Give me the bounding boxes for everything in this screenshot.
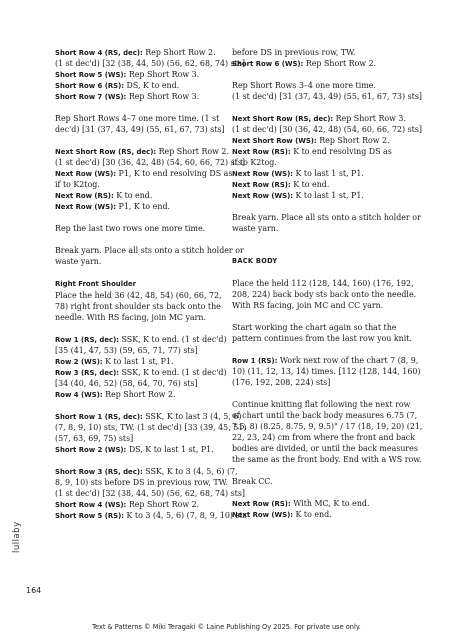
instruction-line bbox=[232, 421, 422, 432]
row-label: Next Row (RS): bbox=[232, 148, 291, 156]
instruction-text: needle. With RS facing, join MC yarn. bbox=[55, 313, 206, 322]
instruction-text: 78) right front shoulder sts back onto the bbox=[55, 302, 221, 311]
row-label: Short Row 6 (RS): bbox=[55, 82, 125, 90]
row-label: Next Short Row (RS, dec): bbox=[55, 148, 157, 156]
instruction-line bbox=[55, 223, 205, 234]
instruction-text: Rep Short Rows 3–4 one more time. bbox=[232, 81, 376, 90]
instruction-line bbox=[232, 454, 422, 465]
row-label: Next Row (WS): bbox=[232, 192, 293, 200]
instruction-text: dec'd) [31 (37, 43, 49) (55, 61, 67, 73) sts] bbox=[55, 125, 225, 134]
instruction-text: 208, 224) back body sts back onto the needle. bbox=[232, 290, 417, 299]
row-label: Short Row 1 (RS, dec): bbox=[55, 413, 143, 421]
instruction-line bbox=[232, 443, 418, 454]
instruction-text: Rep Short Row 2. bbox=[126, 500, 200, 509]
instruction-text: 10) (11, 12, 13, 14) times. [112 (128, 144, 160) bbox=[232, 367, 421, 376]
row-label: Row 1 (RS): bbox=[232, 357, 278, 365]
instruction-text: the same as the front body. End with a WS row. bbox=[232, 455, 422, 464]
row-label: Next Row (RS): bbox=[232, 500, 291, 508]
row-label: Next Row (RS): bbox=[55, 192, 114, 200]
instruction-line bbox=[55, 179, 100, 190]
instruction-line bbox=[55, 124, 225, 135]
row-label: Short Row 6 (WS): bbox=[232, 60, 304, 68]
row-label: Next Short Row (WS): bbox=[232, 137, 317, 145]
instruction-text: before DS in previous row, TW. bbox=[232, 48, 356, 57]
instruction-line bbox=[232, 366, 420, 377]
instruction-text: bodies are divided, or until the back measures bbox=[232, 444, 418, 453]
instruction-line bbox=[232, 300, 383, 311]
instruction-text: (57, 63, 69, 75) sts] bbox=[55, 434, 134, 443]
instruction-text: (1 st dec'd) [30 (36, 42, 48) (54, 60, 66, 72) sts] bbox=[232, 125, 422, 134]
instruction-text: if to K2tog. bbox=[55, 180, 100, 189]
instruction-text: 7.5, 8) (8.25, 8.75, 9, 9.5)" / 17 (18, 19, 20) (21, bbox=[232, 422, 423, 431]
instruction-line bbox=[55, 345, 198, 356]
instruction-line bbox=[55, 433, 133, 444]
instruction-line bbox=[232, 509, 332, 521]
instruction-line bbox=[232, 124, 422, 135]
instruction-text: Place the held 112 (128, 144, 160) (176, 192, bbox=[232, 279, 414, 288]
instruction-line bbox=[232, 476, 273, 487]
row-label: Row 1 (RS, dec): bbox=[55, 336, 120, 344]
instruction-text: (1 st dec'd) [31 (37, 43, 49) (55, 61, 67, 73) sts] bbox=[232, 92, 422, 101]
instruction-line bbox=[232, 432, 415, 443]
instruction-line bbox=[55, 477, 228, 488]
instruction-line bbox=[232, 377, 330, 388]
row-label: Short Row 3 (RS, dec): bbox=[55, 468, 143, 476]
instruction-line bbox=[232, 322, 396, 333]
instruction-text: Rep Short Row 2. bbox=[142, 48, 216, 57]
instruction-text: (1 st dec'd) [30 (36, 42, 48) (54, 60, 66, 72) sts] bbox=[55, 158, 245, 167]
instruction-text: Break yarn. Place all sts onto a stitch holder or bbox=[55, 246, 244, 255]
row-label: Short Row 4 (WS): bbox=[55, 501, 127, 509]
instruction-text: Rep Short Row 2. bbox=[316, 136, 390, 145]
instruction-text: Rep Short Row 2. bbox=[156, 147, 229, 156]
instruction-line bbox=[55, 157, 245, 168]
copyright-footer: Text & Patterns © Miki Teragaki © Laine Publishing Oy 2025. For private use only. bbox=[92, 623, 361, 631]
instruction-text: K to last 1 st, P1. bbox=[293, 191, 364, 200]
row-label: Short Row 2 (WS): bbox=[55, 446, 127, 454]
row-label: Next Short Row (RS, dec): bbox=[232, 115, 334, 123]
instruction-text: if to K2tog. bbox=[232, 158, 277, 167]
instruction-text: K to last 1 st, P1. bbox=[293, 169, 364, 178]
instruction-text: [34 (40, 46, 52) (58, 64, 70, 76) sts] bbox=[55, 379, 198, 388]
instruction-line bbox=[232, 289, 416, 300]
instruction-text: Rep the last two rows one more time. bbox=[55, 224, 206, 233]
instruction-line bbox=[232, 333, 412, 344]
instruction-text: [35 (41, 47, 53) (59, 65, 71, 77) sts] bbox=[55, 346, 198, 355]
instruction-text: SSK, K to end. (1 st dec'd) bbox=[119, 335, 227, 344]
instruction-text: With MC, K to end. bbox=[290, 499, 370, 508]
instruction-text: Place the held 36 (42, 48, 54) (60, 66, 72, bbox=[55, 291, 222, 300]
row-label: Next Row (WS): bbox=[55, 203, 116, 211]
instruction-text: (1 st dec'd) [32 (38, 44, 50) (56, 62, 68, 74) sts] bbox=[55, 59, 245, 68]
instruction-line bbox=[232, 80, 376, 91]
instruction-line bbox=[55, 91, 199, 103]
instruction-line bbox=[232, 410, 417, 421]
instruction-text: DS, K to end. bbox=[124, 81, 180, 90]
instruction-line bbox=[55, 378, 198, 389]
instruction-line bbox=[55, 444, 214, 456]
instruction-text: Break CC. bbox=[232, 477, 273, 486]
instruction-text: K to end resolving DS as bbox=[290, 147, 392, 156]
instruction-line bbox=[232, 157, 277, 168]
instruction-text: Rep Short Row 3. bbox=[126, 70, 200, 79]
section-heading: BACK BODY bbox=[232, 257, 278, 265]
row-label: Next Row (WS): bbox=[232, 170, 293, 178]
instruction-text: Continue knitting flat following the next row bbox=[232, 400, 411, 409]
row-label: Row 4 (WS): bbox=[55, 391, 103, 399]
instruction-line bbox=[55, 113, 219, 124]
instruction-text: (176, 192, 208, 224) sts] bbox=[232, 378, 331, 387]
instruction-line bbox=[232, 212, 421, 223]
instruction-text: P1, K to end resolving DS as bbox=[116, 169, 233, 178]
instruction-text: of chart until the back body measures 6.75 (7, bbox=[232, 411, 418, 420]
instruction-line bbox=[55, 389, 175, 401]
instruction-line bbox=[55, 201, 170, 213]
row-label: Short Row 4 (RS, dec): bbox=[55, 49, 143, 57]
page-number: 164 bbox=[26, 586, 42, 595]
instruction-text: Start working the chart again so that the bbox=[232, 323, 397, 332]
instruction-line bbox=[232, 190, 364, 202]
row-label: Short Row 7 (WS): bbox=[55, 93, 127, 101]
instruction-text: With RS facing, join MC and CC yarn. bbox=[232, 301, 384, 310]
instruction-text: Break yarn. Place all sts onto a stitch holder or bbox=[232, 213, 421, 222]
instruction-line bbox=[55, 290, 222, 301]
instruction-text: P1, K to end. bbox=[116, 202, 170, 211]
instruction-text: (1 st dec'd) [32 (38, 44, 50) (56, 62, 68, 74) sts] bbox=[55, 489, 245, 498]
instruction-line bbox=[232, 223, 278, 234]
row-label: Short Row 5 (WS): bbox=[55, 71, 127, 79]
instruction-line bbox=[232, 278, 414, 289]
instruction-line bbox=[55, 301, 221, 312]
instruction-text: K to end. bbox=[290, 180, 330, 189]
side-title: lullaby bbox=[12, 521, 22, 553]
instruction-text: K to 3 (4, 5, 6) (7, 8, 9, 10) sts bbox=[124, 511, 247, 520]
instruction-text: pattern continues from the last row you knit. bbox=[232, 334, 412, 343]
instruction-text: Work next row of the chart 7 (8, 9, bbox=[277, 356, 419, 365]
instruction-text: SSK, K to last 3 (4, 5, 6) bbox=[142, 412, 242, 421]
instruction-text: (7, 8, 9, 10) sts, TW. (1 st dec'd) [33 (39, 45, 51) bbox=[55, 423, 247, 432]
instruction-text: Rep Short Row 3. bbox=[126, 92, 200, 101]
instruction-line bbox=[232, 91, 422, 102]
instruction-text: SSK, K to 3 (4, 5, 6) (7, bbox=[142, 467, 238, 476]
instruction-text: SSK, K to end. (1 st dec'd) bbox=[119, 368, 227, 377]
instruction-line bbox=[55, 245, 244, 256]
instruction-line bbox=[55, 312, 206, 323]
instruction-line bbox=[232, 47, 355, 58]
instruction-text: Rep Short Row 2. bbox=[303, 59, 377, 68]
instruction-text: DS, K to last 1 st, P1. bbox=[126, 445, 214, 454]
instruction-line bbox=[232, 58, 376, 70]
row-label: Row 3 (RS, dec): bbox=[55, 369, 120, 377]
instruction-text: K to end. bbox=[113, 191, 153, 200]
instruction-text: Rep Short Row 2. bbox=[102, 390, 176, 399]
row-label: Next Row (WS): bbox=[55, 170, 116, 178]
instruction-text: waste yarn. bbox=[55, 257, 102, 266]
instruction-line bbox=[55, 510, 247, 522]
instruction-text: Rep Short Rows 4–7 one more time. (1 st bbox=[55, 114, 220, 123]
instruction-line bbox=[55, 256, 101, 267]
instruction-line bbox=[55, 488, 245, 499]
instruction-text: waste yarn. bbox=[232, 224, 279, 233]
instruction-text: K to end. bbox=[293, 510, 332, 519]
instruction-line bbox=[55, 422, 246, 433]
instruction-text: Rep Short Row 3. bbox=[333, 114, 406, 123]
row-label: Short Row 5 (RS): bbox=[55, 512, 125, 520]
instruction-text: K to last 1 st, P1. bbox=[102, 357, 174, 366]
instruction-line bbox=[232, 399, 410, 410]
row-label: Next Row (RS): bbox=[232, 181, 291, 189]
instruction-line bbox=[55, 58, 245, 69]
instruction-text: 22, 23, 24) cm from where the front and back bbox=[232, 433, 415, 442]
instruction-text: 8, 9, 10) sts before DS in previous row, TW. bbox=[55, 478, 228, 487]
row-label: Next Row (WS): bbox=[232, 511, 293, 519]
section-subheading: Right Front Shoulder bbox=[55, 280, 137, 288]
row-label: Row 2 (WS): bbox=[55, 358, 103, 366]
